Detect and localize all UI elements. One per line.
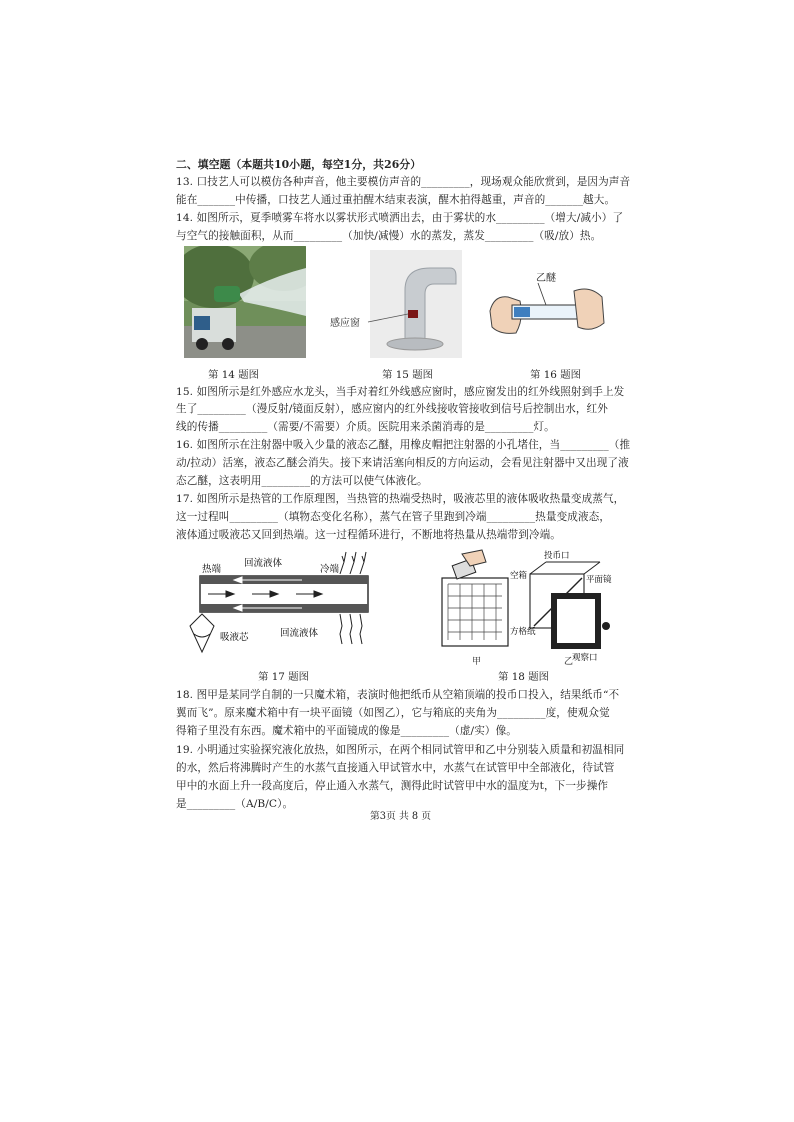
heat-pipe-diagram xyxy=(182,544,378,664)
sensor-faucet-photo xyxy=(330,250,462,358)
q18-line2: 翼而飞”。原来魔术箱中有一块平面镜（如图乙），它与箱底的夹角为_________度，使观众觉 xyxy=(176,707,610,719)
syringe-ether-label: 乙醚 xyxy=(536,273,556,284)
q13-line2: 能在_______中传播，口技艺人通过重拍醒木结束表演，醒木拍得越重，声音的_______越大。 xyxy=(176,194,616,206)
label-yi: 乙 xyxy=(564,657,574,667)
section-heading: 二、填空题（本题共10小题，每空1分，共26分） xyxy=(176,158,422,171)
q13-line1: 13. 口技艺人可以模仿各种声音，他主要模仿声音的_________，现场观众能欣赏到，是因为声音 xyxy=(176,176,631,188)
q16-line2: 动/拉动）活塞，液态乙醚会消失。接下来请活塞向相反的方向运动，会看见注射器中又出现了液 xyxy=(176,457,629,469)
hot-end-label: 热端 xyxy=(202,564,222,575)
caption-fig15: 第 15 题图 xyxy=(382,369,433,381)
reflux-bottom-label: 回流液体 xyxy=(280,628,319,639)
page-number: 第3页 共 8 页 xyxy=(370,811,431,822)
q17-line1: 17. 如图所示是热管的工作原理图，当热管的热端受热时，吸液芯里的液体吸收热量变成蒸气， xyxy=(176,493,625,505)
spray-truck-photo xyxy=(184,246,306,358)
q16-line1: 16. 如图所示在注射器中吸入少量的液态乙醚，用橡皮帽把注射器的小孔堵住，当_________（推 xyxy=(176,439,631,451)
q19-line2: 的水，然后将沸腾时产生的水蒸气直接通入甲试管水中，水蒸气在试管甲中全部液化，待试管 xyxy=(176,762,615,774)
q17-line3: 液体通过吸液芯又回到热端。这一过程循环进行，不断地将热量从热端带到冷端。 xyxy=(176,529,561,541)
hollow-box-label: 空箱 xyxy=(510,571,528,581)
q16-line3: 态乙醚，这表明用_________的方法可以使气体液化。 xyxy=(176,475,428,487)
caption-fig14: 第 14 题图 xyxy=(208,369,259,381)
q18-line1: 18. 图甲是某同学自制的一只魔术箱，表演时他把纸币从空箱顶端的投币口投入，结果纸币“不 xyxy=(176,689,620,701)
wick-label: 吸液芯 xyxy=(220,632,249,643)
q15-line1: 15. 如图所示是红外感应水龙头，当手对着红外线感应窗时，感应窗发出的红外线照射到手上发 xyxy=(176,386,625,398)
reflux-top-label: 回流液体 xyxy=(244,558,283,569)
cold-end-label: 冷端 xyxy=(320,564,340,575)
caption-fig18: 第 18 题图 xyxy=(498,671,549,683)
viewing-port-label: 观察口 xyxy=(572,653,598,663)
faucet-sensor-label: 感应窗 xyxy=(330,318,360,329)
label-jia: 甲 xyxy=(472,657,482,667)
grid-paper-label: 方格纸 xyxy=(510,627,536,637)
caption-fig17: 第 17 题图 xyxy=(258,671,309,683)
q15-line2: 生了_________（漫反射/镜面反射），感应窗内的红外线接收管接收到信号后控制出水，红外 xyxy=(176,403,608,415)
magic-box-diagram xyxy=(440,548,616,664)
q14-line1: 14. 如图所示，夏季喷雾车将水以雾状形式喷洒出去，由于雾状的水_________（增大/减小）了 xyxy=(176,212,624,224)
caption-fig16: 第 16 题图 xyxy=(530,369,581,381)
q19-line4: 是_________（A/B/C）。 xyxy=(176,798,294,810)
q17-line2: 这一过程叫_________（填物态变化名称），蒸气在管子里跑到冷端_________热量变成液态， xyxy=(176,511,611,523)
mirror-label: 平面镜 xyxy=(586,575,612,585)
q19-line3: 甲中的水面上升一段高度后，停止通入水蒸气，测得此时试管甲中水的温度为t，下一步操作 xyxy=(176,780,609,792)
q19-line1: 19. 小明通过实验探究液化放热，如图所示，在两个相同试管甲和乙中分别装入质量和初温相同 xyxy=(176,744,625,756)
syringe-figure xyxy=(486,271,608,349)
q15-line3: 线的传播_________（需要/不需要）介质。医院用来杀菌消毒的是_________灯。 xyxy=(176,421,555,433)
q18-line3: 得箱子里没有东西。魔术箱中的平面镜成的像是_________（虚/实）像。 xyxy=(176,725,517,737)
q14-line2: 与空气的接触面积，从而_________（加快/减慢）水的蒸发，蒸发_________（吸/放）热。 xyxy=(176,230,602,242)
coin-slot-label: 投币口 xyxy=(544,551,570,561)
